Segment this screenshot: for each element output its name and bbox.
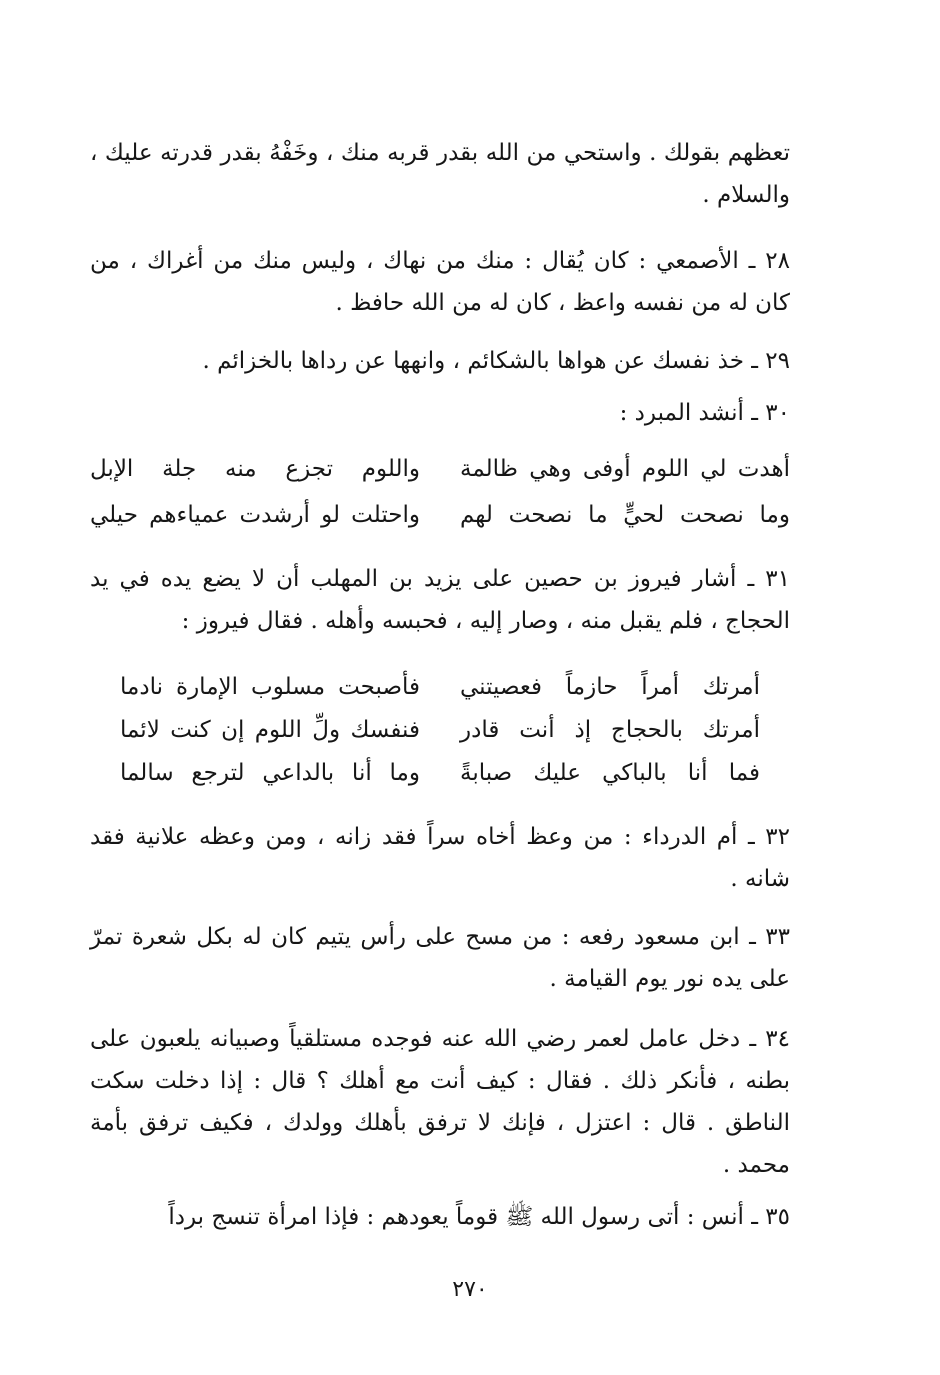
verse-line [90, 709, 790, 751]
verse-first-hemistich: وما نصحت لحيٍّ ما نصحت لهم [460, 502, 790, 528]
paragraph-32: ٣٢ ـ أم الدرداء : من وعظ أخاه سراً فقد زانه ، ومن وعظه علانية فقد شانه . [90, 824, 790, 892]
page-number: ٢٧٠ [452, 1277, 488, 1302]
verse-line [90, 752, 790, 794]
verse-first-hemistich: أمرتك بالحجاج إذ أنت قادر [460, 717, 760, 743]
verse-first-hemistich: فما أنا بالباكي عليك صبابةً [460, 760, 760, 786]
verse-first-hemistich: أمرتك أمراً حازماً فعصيتني [460, 674, 760, 700]
verse-second-hemistich: وما أنا بالداعي لترجع سالما [120, 760, 420, 786]
verse-second-hemistich: فنفسك ولِّ اللوم إن كنت لائما [120, 717, 420, 743]
paragraph-33: ٣٣ ـ ابن مسعود رفعه : من مسح على رأس يتيم كان له بكل شعرة تمرّ على يده نور يوم القيامة . [90, 924, 790, 992]
verse-second-hemistich: فأصبحت مسلوب الإمارة نادما [120, 674, 420, 700]
paragraph-34: ٣٤ ـ دخل عامل لعمر رضي الله عنه فوجده مستلقياً وصبيانه يلعبون على بطنه ، فأنكر ذلك . فقال : كيف أنت مع أهلك ؟ قال : إذا دخلت سكت الناطق . قال : اعتزل ، فإنك لا ترفق بأهلك وولدك ، فكيف ترفق بأمة محمد . [90, 1026, 790, 1178]
paragraph-28: ٢٨ ـ الأصمعي : كان يُقال : منك من نهاك ، وليس منك من أغراك ، من كان له من نفسه واعظ ، كان له من الله حافظ . [90, 248, 790, 316]
paragraph-31: ٣١ ـ أشار فيروز بن حصين على يزيد بن المهلب أن لا يضع يده في يد الحجاج ، فلم يقبل منه ، وصار إليه ، فحبسه وأهله . فقال فيروز : [90, 566, 790, 634]
verse-line [90, 666, 790, 708]
paragraph-29: ٢٩ ـ خذ نفسك عن هواها بالشكائم ، وانهها عن رداها بالخزائم . [202, 348, 790, 374]
paragraph-35: ٣٥ ـ أنس : أتى رسول الله ﷺ قوماً يعودهم : فإذا امرأة تنسج برداً [168, 1204, 790, 1230]
verse-second-hemistich: واحتلت لو أرشدت عمياءهم حيلي [90, 502, 420, 528]
paragraph-27-continuation: تعظهم بقولك . واستحي من الله بقدر قربه منك ، وخَفْهُ بقدر قدرته عليك ، والسلام . [90, 140, 790, 208]
verse-first-hemistich: أهدت لي اللوم أوفى وهي ظالمة [460, 456, 790, 482]
verse-line [90, 448, 790, 490]
verse-line [90, 494, 790, 536]
paragraph-30-intro: ٣٠ ـ أنشد المبرد : [619, 400, 790, 426]
verse-second-hemistich: واللوم تجزع منه جلة الإبل [90, 456, 420, 482]
